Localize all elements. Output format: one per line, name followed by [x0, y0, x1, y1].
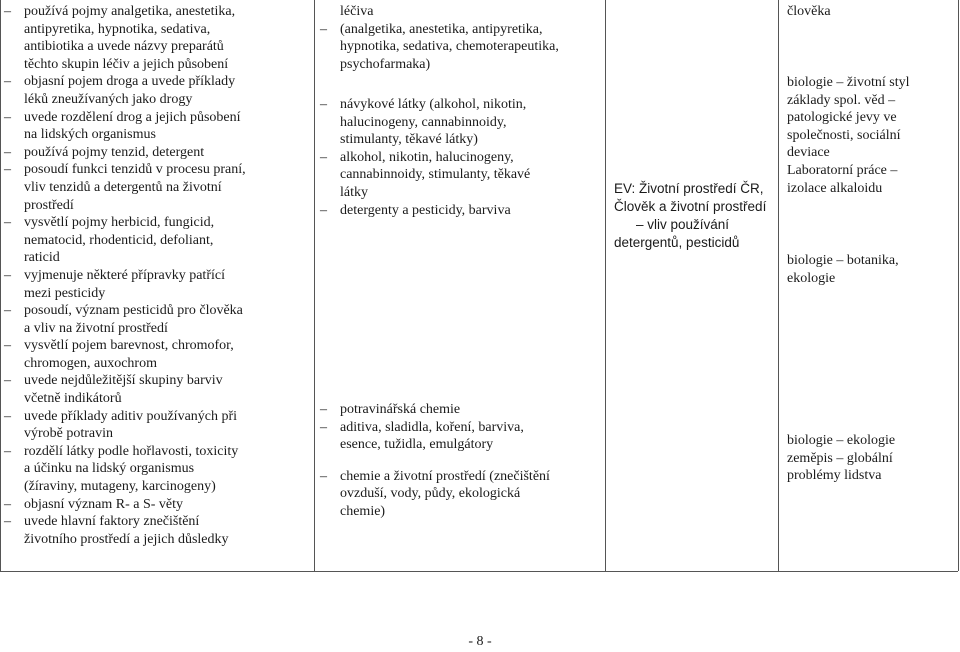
links-column: [787, 0, 957, 571]
link-line: společnosti, sociální: [787, 127, 901, 143]
link-line: Laboratorní práce –: [787, 162, 898, 178]
dash-bullet: –: [320, 419, 327, 435]
item-line: a účinku na lidský organismus: [24, 461, 195, 477]
list-item: [0, 513, 312, 548]
page-number: - 8 -: [468, 634, 492, 649]
note-line: – vliv používání: [636, 217, 730, 232]
topics-block-drugs: [316, 3, 604, 73]
item-line: potravinářská chemie: [340, 402, 461, 417]
topics-block-substances: [316, 96, 604, 219]
list-item: [0, 372, 312, 407]
item-line: antibiotika a uvede názvy preparátů: [24, 39, 224, 55]
dash-bullet: –: [4, 144, 11, 160]
dash-bullet: –: [4, 109, 11, 125]
table-border-right: [958, 0, 959, 571]
link-line: základy spol. věd –: [787, 92, 896, 108]
item-line: uvede hlavní faktory znečištění: [24, 514, 200, 530]
link-line: biologie – ekologie: [787, 433, 896, 448]
item-line: posoudí funkci tenzidů v procesu praní,: [24, 162, 246, 178]
item-line: chromogen, auxochrom: [24, 355, 157, 371]
list-item: [316, 202, 604, 220]
note-line: detergentů, pesticidů: [614, 235, 740, 250]
item-line: používá pojmy analgetika, anestetika,: [24, 4, 236, 19]
dash-bullet: –: [4, 443, 11, 459]
list-item: [0, 73, 312, 108]
list-item: [316, 468, 604, 521]
list-item: [316, 149, 604, 202]
item-line: vysvětlí pojem barevnost, chromofor,: [24, 338, 234, 354]
item-line: antipyretika, hypnotika, sedativa,: [24, 21, 211, 37]
list-item: [0, 109, 312, 144]
column-divider-3: [778, 0, 779, 571]
item-line: rozdělí látky podle hořlavosti, toxicity: [24, 443, 239, 459]
item-line: životního prostředí a jejich důsledky: [24, 531, 229, 547]
dash-bullet: –: [4, 373, 11, 389]
list-item: [0, 3, 312, 73]
dash-bullet: –: [4, 162, 11, 178]
item-line: léčiva: [340, 4, 374, 19]
item-line: vyjmenuje některé přípravky patřící: [24, 267, 225, 283]
cross-curricular-column: [614, 0, 774, 571]
dash-bullet: –: [4, 267, 11, 283]
links-top-text: člověka: [787, 4, 831, 19]
links-block-biology-social: [787, 74, 955, 197]
item-line: psychofarmaka): [340, 56, 431, 72]
item-line: detergenty a pesticidy, barviva: [340, 202, 511, 218]
item-line: ovzduší, vody, půdy, ekologická: [340, 486, 521, 502]
topics-block-food-environment: [316, 401, 604, 521]
links-block-botany: [787, 252, 955, 287]
item-line: používá pojmy tenzid, detergent: [24, 144, 205, 160]
list-item: [0, 214, 312, 267]
dash-bullet: –: [320, 21, 327, 37]
dash-bullet: –: [4, 215, 11, 231]
dash-bullet: –: [320, 97, 327, 112]
link-line: zeměpis – globální: [787, 450, 893, 466]
item-line: objasní význam R- a S- věty: [24, 496, 184, 512]
environmental-education-note: [614, 180, 774, 252]
dash-bullet: –: [4, 303, 11, 319]
item-line: aditiva, sladidla, koření, barviva,: [340, 419, 524, 435]
dash-bullet: –: [4, 496, 11, 512]
column-divider-1: [314, 0, 315, 571]
list-item: [316, 401, 604, 419]
list-item: [316, 21, 604, 74]
item-line: těchto skupin léčiv a jejich působení: [24, 56, 229, 72]
list-item: [0, 337, 312, 372]
list-item: [316, 3, 604, 21]
links-block-ecology-geography: [787, 432, 955, 485]
item-line: alkohol, nikotin, halucinogeny,: [340, 149, 514, 165]
item-line: a vliv na životní prostředí: [24, 320, 168, 336]
list-item: [0, 302, 312, 337]
link-line: ekologie: [787, 270, 836, 286]
item-line: hypnotika, sedativa, chemoterapeutika,: [340, 39, 559, 55]
item-line: halucinogeny, cannabinnoidy,: [340, 114, 507, 130]
list-item: [0, 267, 312, 302]
item-line: výrobě potravin: [24, 426, 114, 442]
item-line: chemie a životní prostředí (znečištění: [340, 468, 550, 484]
item-line: esence, tužidla, emulgátory: [340, 437, 494, 453]
dash-bullet: –: [320, 402, 327, 417]
item-line: chemie): [340, 503, 386, 519]
dash-bullet: –: [320, 149, 327, 165]
dash-bullet: –: [320, 202, 327, 218]
item-line: stimulanty, těkavé látky): [340, 132, 478, 148]
item-line: uvede nejdůležitější skupiny barviv: [24, 373, 223, 389]
note-line: EV: Životní prostředí ČR,: [614, 181, 764, 196]
item-line: raticid: [24, 250, 60, 266]
list-item: [0, 443, 312, 496]
note-line: Člověk a životní prostředí: [614, 199, 767, 214]
item-line: posoudí, význam pesticidů pro člověka: [24, 303, 243, 319]
link-line: izolace alkaloidu: [787, 180, 883, 196]
item-line: mezi pesticidy: [24, 285, 106, 301]
link-line: biologie – botanika,: [787, 253, 899, 268]
outcomes-column: [0, 0, 312, 571]
item-line: na lidských organismus: [24, 127, 156, 143]
dash-bullet: –: [4, 338, 11, 354]
list-item: [316, 96, 604, 149]
item-line: včetně indikátorů: [24, 391, 122, 407]
item-line: objasní pojem droga a uvede příklady: [24, 74, 236, 90]
item-line: vliv tenzidů a detergentů na životní: [24, 179, 222, 195]
item-line: (žíraviny, mutageny, karcinogeny): [24, 479, 216, 495]
dash-bullet: –: [320, 468, 327, 484]
topics-column: [316, 0, 604, 571]
link-line: deviace: [787, 145, 830, 161]
item-line: cannabinnoidy, stimulanty, těkavé: [340, 167, 531, 183]
dash-bullet: –: [4, 514, 11, 530]
list-item: [0, 496, 312, 514]
item-line: vysvětlí pojmy herbicid, fungicid,: [24, 215, 215, 231]
item-line: (analgetika, anestetika, antipyretika,: [340, 21, 543, 37]
dash-bullet: –: [4, 408, 11, 424]
list-item: [0, 144, 312, 162]
list-item: [316, 419, 604, 454]
column-divider-2: [605, 0, 606, 571]
list-item: [0, 161, 312, 214]
item-line: prostředí: [24, 197, 74, 213]
dash-bullet: –: [4, 74, 11, 90]
link-line: patologické jevy ve: [787, 110, 897, 126]
list-item: [0, 408, 312, 443]
link-line: biologie – životní styl: [787, 75, 910, 90]
link-line: problémy lidstva: [787, 468, 882, 484]
item-line: návykové látky (alkohol, nikotin,: [340, 97, 527, 112]
item-line: léků zneužívaných jako drogy: [24, 91, 193, 107]
item-line: uvede příklady aditiv používaných při: [24, 408, 238, 424]
item-line: uvede rozdělení drog a jejich působení: [24, 109, 241, 125]
item-line: nematocid, rhodenticid, defoliant,: [24, 232, 214, 248]
item-line: látky: [340, 184, 368, 200]
dash-bullet: –: [4, 4, 11, 19]
